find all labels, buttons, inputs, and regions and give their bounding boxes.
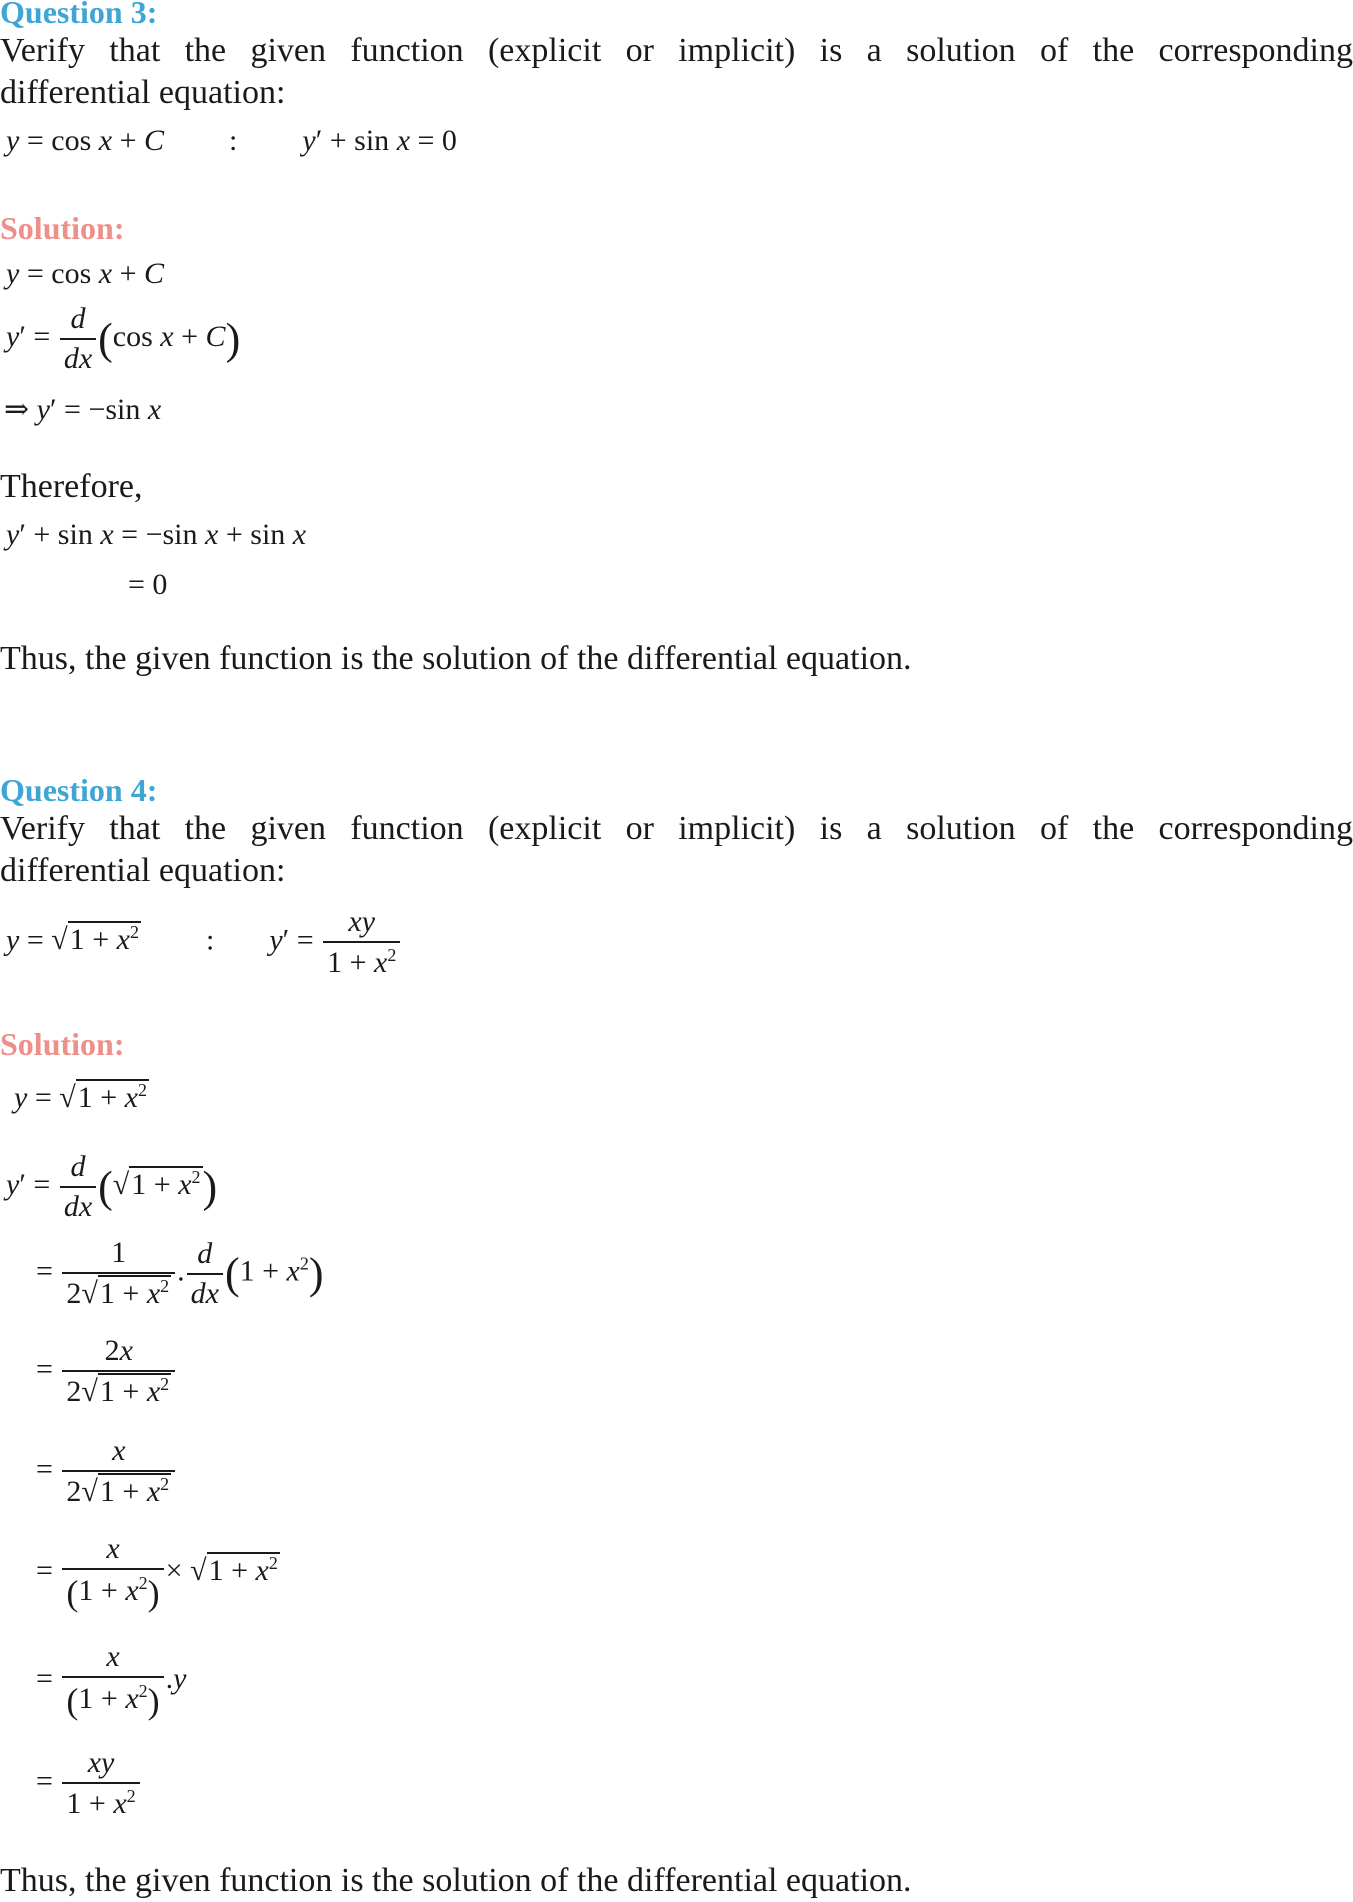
q3-step-3: ⇒ y′ = −sin x: [4, 393, 162, 426]
q4-step-1: $y = √1 + x^2$: [14, 1080, 147, 1114]
q3-heading: Question 3:: [0, 0, 158, 30]
q4-prompt-line1: Verify that the given function (explicit or implicit) is a solution of the corresponding: [0, 810, 1353, 847]
q4-step-8: = $\frac{xy}{1 + x^2}$: [36, 1746, 142, 1821]
q3-step-1: y = cos x + C: [6, 257, 165, 290]
q4-step-6: = $\frac{x}{(1 + x^2)}$ × $√1 + x^2$: [36, 1532, 278, 1613]
q3-prompt-line1: Verify that the given function (explicit or implicit) is a solution of the corresponding: [0, 32, 1353, 69]
q3-therefore: Therefore,: [0, 468, 143, 505]
q4-step-7: = $\frac{x}{(1 + x^2)}$ .y: [36, 1640, 187, 1721]
q4-conclusion: Thus, the given function is the solution of the differential equation.: [0, 1862, 912, 1899]
q4-prompt-line2: differential equation:: [0, 852, 286, 889]
q3-given-equation: y = cos x + C : y′ + sin x = 0: [6, 124, 457, 157]
q4-step-2: y′ = $\frac{d}{dx}$ $(√1 + x^2)$: [6, 1150, 218, 1223]
q3-step-4: y′ + sin x = −sin x + sin x: [6, 518, 307, 551]
q3-step-5: = 0: [128, 568, 168, 601]
q3-conclusion: Thus, the given function is the solution of the differential equation.: [0, 640, 912, 677]
q4-step-3: = $\frac{1}{2√1 + x^2}$ . $\frac{d}{dx}$ $(1 + x^2)$: [36, 1236, 324, 1310]
q4-heading: Question 4:: [0, 772, 158, 808]
q3-solution-heading: Solution:: [0, 210, 125, 246]
q4-solution-heading: Solution:: [0, 1026, 125, 1062]
q4-step-4: = $\frac{2x}{2√1 + x^2}$: [36, 1334, 177, 1409]
q4-given-equation: $y = √1 + x^2$ : y′ = $\frac{xy}{1 + x^2}$: [6, 905, 402, 980]
q4-step-5: = $\frac{x}{2√1 + x^2}$: [36, 1434, 177, 1509]
q3-step-2: y′ = $\frac{d}{dx}$ (cos x + C): [6, 302, 241, 375]
q3-prompt-line2: differential equation:: [0, 74, 286, 111]
